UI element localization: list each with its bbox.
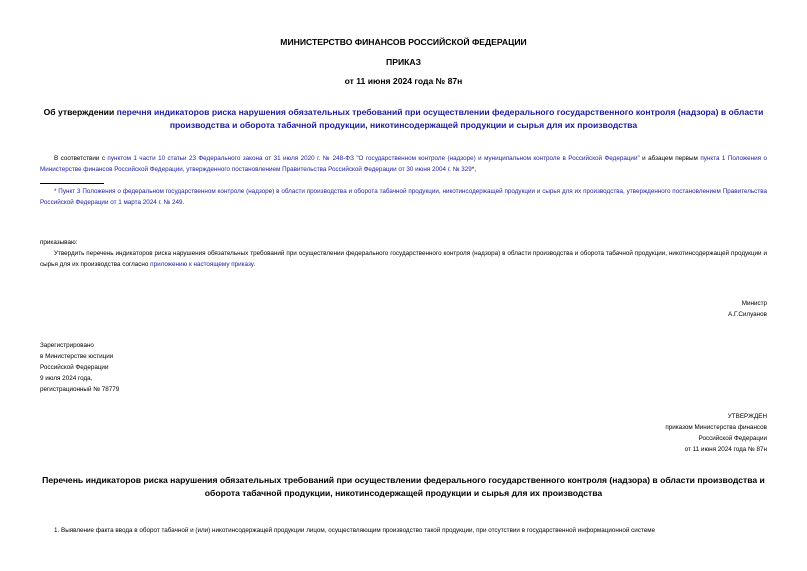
registration-line: Российской Федерации <box>40 364 109 371</box>
doc-type-heading: ПРИКАЗ <box>386 57 421 67</box>
signer-position: Министр <box>741 300 767 307</box>
preamble-paragraph <box>40 153 767 175</box>
list-title: Перечень индикаторов риска нарушения обязательных требований при осуществлении федерального государственного контроля (надзора) в области производства и оборота табачной продукции, никотинсодержащей продукции и сырья для их производства <box>42 475 765 498</box>
registration-line: в Министерстве юстиции <box>40 353 114 360</box>
order-text-2: . <box>253 261 256 268</box>
approval-block <box>665 411 767 455</box>
list-item-1-text: 1. Выявление факта ввода в оборот табачной и (или) никотинсодержащей продукции лицом, осуществляющим производство такой продукции, при отсутствии в государственной информационной системе <box>54 527 656 534</box>
order-paragraph <box>40 248 767 270</box>
registration-line: Зарегистрировано <box>40 342 94 349</box>
footnote[interactable] <box>40 186 767 208</box>
regulation-link[interactable]: пункта 1 Положения о Министерстве финансов Российской Федерации, утвержденного постановлением Правительства Российской Федерации от 30 июня 2004 г. № 329 <box>40 155 767 173</box>
registration-line: регистрационный № 78779 <box>40 386 120 393</box>
ministry-heading: МИНИСТЕРСТВО ФИНАНСОВ РОССИЙСКОЙ ФЕДЕРАЦИИ <box>280 37 527 47</box>
approval-line: УТВЕРЖДЕН <box>727 413 767 420</box>
federal-law-link[interactable]: пунктом 1 части 10 статьи 23 Федерального закона от 31 июля 2020 г. № 248-ФЗ "О государственном контроле (надзоре) и муниципальном контроле в Российской Федерации" <box>107 155 640 162</box>
order-title <box>40 106 767 132</box>
title-prefix: Об утверждении <box>43 107 117 117</box>
preamble-text-1: В соответствии с <box>54 155 108 162</box>
title-link[interactable]: перечня индикаторов риска нарушения обязательных требований при осуществлении федерального государственного контроля (надзора) в области производства и оборота табачной продукции, никотинсодержащей продукции и сырья для их производства <box>116 107 764 130</box>
preamble-text-3: *, <box>471 166 476 173</box>
registration-line: 9 июля 2024 года, <box>40 375 93 382</box>
list-item-1 <box>40 525 767 536</box>
appendix-link[interactable]: приложению к настоящему приказу <box>150 261 254 268</box>
signer-name: А.Г.Силуанов <box>728 311 767 318</box>
order-label: приказываю: <box>40 239 78 246</box>
signature-block <box>728 298 767 320</box>
footnote-text[interactable]: * Пункт 3 Положения о федеральном государственном контроле (надзоре) в области производства и оборота табачной продукции, никотинсодержащей продукции и сырья для их производства, утвержденного постановлением Правительства Российской Федерации от 1 марта 2024 г. № 249. <box>40 188 767 206</box>
preamble-text-2: и абзацем первым <box>639 155 701 162</box>
order-date-number: от 11 июня 2024 года № 87н <box>344 76 463 86</box>
approval-line: приказом Министерства финансов <box>665 424 767 431</box>
order-text-1: Утвердить перечень индикаторов риска нарушения обязательных требований при осуществлении федерального государственного контроля (надзора) в области производства и оборота табачной продукции, никотинсодержащей продукции и сырья для их производства согласно <box>40 250 767 268</box>
footnote-divider <box>40 183 104 184</box>
approval-line: Российской Федерации <box>698 435 767 442</box>
approval-line: от 11 июня 2024 года № 87н <box>684 446 767 453</box>
registration-block <box>40 340 119 395</box>
